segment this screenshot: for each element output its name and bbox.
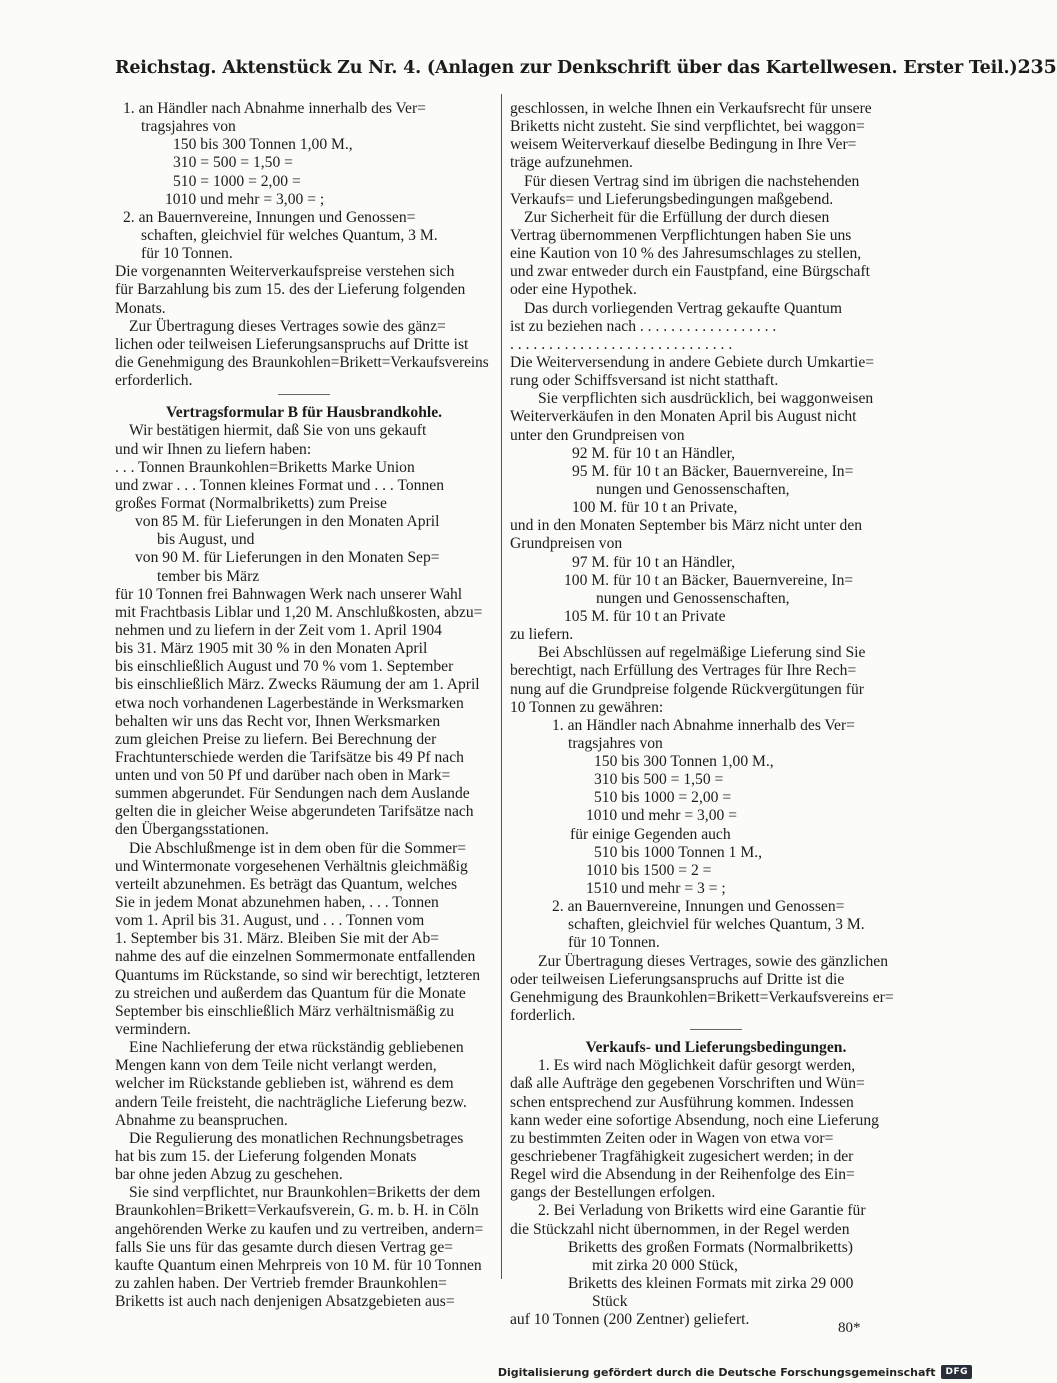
text-line: für Barzahlung bis zum 15. des der Lieferung folgenden [115, 281, 466, 299]
text-line: und in den Monaten September bis März nicht unter den [510, 517, 863, 535]
text-line: für 10 Tonnen frei Bahnwagen Werk nach unserer Wahl [115, 585, 463, 603]
text-line: für einige Gegenden auch [570, 825, 731, 843]
text-line: die Genehmigung des Braunkohlen=Brikett=Verkaufsvereins [115, 353, 489, 371]
left-column [115, 100, 493, 1311]
text-line: 105 M. für 10 t an Private [564, 607, 726, 625]
text-line: oder teilweisen Lieferungsanspruchs auf Dritte ist die [510, 970, 845, 988]
signature-mark: 80* [838, 1320, 861, 1336]
header-title: Reichstag. Aktenstück Zu Nr. 4. (Anlagen zur Denkschrift über das Kartellwesen. Erster Teil.) [115, 58, 1018, 78]
text-line: Quantums im Rückstande, so sind wir berechtigt, letzteren [115, 966, 481, 984]
text-line: von 90 M. für Lieferungen in den Monaten Sep= [135, 549, 440, 567]
text-line: vermindern. [115, 1021, 191, 1039]
text-line: daß alle Aufträge den gegebenen Vorschriften und Wün= [510, 1075, 865, 1093]
text-line: 310 bis 500 = 1,50 = [594, 771, 724, 789]
text-line: 100 M. für 10 t an Private, [572, 499, 738, 517]
text-line: welcher im Rückstande geblieben ist, während es dem [115, 1075, 454, 1093]
text-line: Zur Übertragung dieses Vertrages, sowie des gänzlichen [538, 952, 889, 970]
text-line: Sie verpflichten sich ausdrücklich, bei waggonweisen [538, 390, 874, 408]
text-line: Wir bestätigen hiermit, daß Sie von uns gekauft [129, 422, 427, 440]
text-line: nungen und Genossenschaften, [596, 589, 790, 607]
text-line: mit Frachtbasis Liblar und 1,20 M. Anschlußkosten, abzu= [115, 603, 483, 621]
text-line: Briketts des kleinen Formats mit zirka 29 000 [568, 1275, 854, 1292]
text-line: kaufte Quantum einen Mehrpreis von 10 M. für 10 Tonnen [115, 1256, 482, 1274]
text-line: 310 = 500 = 1,50 = [173, 154, 293, 172]
text-line: forderlich. [510, 1007, 576, 1025]
text-line: nahme des auf die einzelnen Sommermonate entfallenden [115, 948, 476, 966]
text-line: schaften, gleichviel für welches Quantum, 3 M. [141, 226, 438, 244]
text-line: Briketts nicht zusteht. Sie sind verpflichtet, bei waggon= [510, 118, 865, 136]
text-line: unten und von 50 Pf und darüber nach oben in Mark= [115, 767, 451, 785]
page-number: 235 [1017, 56, 1057, 78]
text-line: von 85 M. für Lieferungen in den Monaten April [135, 513, 440, 531]
text-line: 510 bis 1000 Tonnen 1 M., [594, 843, 762, 861]
text-line: Monats. [115, 299, 166, 317]
text-line: 1010 und mehr = 3,00 = [586, 807, 737, 825]
text-line: 510 = 1000 = 2,00 = [173, 172, 301, 190]
text-line: Braunkohlen=Brikett=Verkaufsverein, G. m. b. H. in Cöln [115, 1202, 479, 1220]
text-line: oder eine Hypothek. [510, 281, 637, 299]
text-line: summen abgerundet. Für Sendungen nach dem Auslande [115, 785, 470, 803]
text-line: Zur Sicherheit für die Erfüllung der durch diesen [524, 208, 830, 226]
text-line: 1. Es wird nach Möglichkeit dafür gesorgt werden, [538, 1057, 856, 1075]
text-line: auf 10 Tonnen (200 Zentner) geliefert. [510, 1311, 750, 1329]
section-heading: Verkaufs- und Lieferungsbedingungen. [585, 1039, 847, 1057]
text-line: 1010 bis 1500 = 2 = [586, 861, 712, 879]
text-line: rung oder Schiffsversand ist nicht statthaft. [510, 372, 779, 390]
right-column [510, 100, 922, 1329]
text-line: und zwar . . . Tonnen kleines Format und . . . Tonnen [115, 476, 444, 494]
text-line: gangs der Bestellungen erfolgen. [510, 1184, 716, 1202]
text-line: erforderlich. [115, 372, 193, 390]
text-line: Verkaufs= und Lieferungsbedingungen maßgebend. [510, 190, 834, 208]
text-line: verteilt abzunehmen. Es beträgt das Quantum, welches [115, 875, 458, 893]
column-divider [501, 94, 502, 1279]
text-line: und Wintermonate vorgesehenen Verhältnis gleichmäßig [115, 857, 468, 875]
text-line: falls Sie uns für das gesamte durch diesen Vertrag ge= [115, 1238, 454, 1256]
text-line: bis einschließlich August und 70 % vom 1. September [115, 658, 454, 676]
text-line: Regel wird die Absendung in der Reihenfolge des Ein= [510, 1166, 855, 1184]
text-line: tember bis März [157, 567, 260, 585]
text-line: und zwar entweder durch ein Faustpfand, eine Bürgschaft [510, 263, 870, 281]
section-heading: Vertragsformular B für Hausbrandkohle. [165, 404, 443, 422]
text-line: 100 M. für 10 t an Bäcker, Bauernvereine, In= [564, 571, 854, 589]
text-line: schen entsprechend zur Ausführung kommen. Indessen [510, 1093, 854, 1111]
text-line: 10 Tonnen zu gewähren: [510, 698, 664, 716]
text-line: nehmen und zu liefern in der Zeit vom 1. April 1904 [115, 621, 442, 639]
text-line: großes Format (Normalbriketts) zum Preise [115, 494, 387, 512]
text-line: . . . . . . . . . . . . . . . . . . . . . . . . . . . . . [510, 335, 733, 353]
text-line: den Übergangsstationen. [115, 821, 269, 839]
text-line: 2. an Bauernvereine, Innungen und Genossen= [123, 208, 416, 226]
text-line: eine Kaution von 10 % des Jahresumschlages zu stellen, [510, 245, 862, 263]
dfg-logo: DFG [941, 1365, 972, 1379]
text-line: bis August, und [157, 531, 255, 549]
text-line: Die Abschlußmenge ist in dem oben für die Sommer= [129, 839, 467, 857]
page-header [115, 56, 1057, 78]
text-line: vom 1. April bis 31. August, und . . . Tonnen vom [115, 912, 425, 930]
text-line: träge aufzunehmen. [510, 154, 633, 172]
text-line: 150 bis 300 Tonnen 1,00 M., [594, 753, 774, 771]
text-line: 1. an Händler nach Abnahme innerhalb des Ver= [123, 100, 426, 117]
text-line: andern Teile freisteht, die nachträgliche Lieferung bezw. [115, 1093, 467, 1111]
text-line: nungen und Genossenschaften, [596, 480, 790, 498]
text-line: geschlossen, in welche Ihnen ein Verkaufsrecht für unsere [510, 100, 872, 117]
text-line: etwa noch vorhandenen Lagerbestände in Werksmarken [115, 694, 464, 712]
text-line: zu zahlen haben. Der Vertrieb fremder Braunkohlen= [115, 1275, 447, 1292]
text-line: zu streichen und außerdem das Quantum für die Monate [115, 984, 466, 1002]
text-line: Grundpreisen von [510, 535, 623, 553]
text-line: 1510 und mehr = 3 = ; [586, 880, 726, 898]
text-line: unter den Grundpreisen von [510, 426, 685, 444]
text-line: . . . Tonnen Braunkohlen=Briketts Marke Union [115, 458, 415, 476]
text-line: 95 M. für 10 t an Bäcker, Bauernvereine, In= [572, 462, 854, 480]
text-line: Sie sind verpflichtet, nur Braunkohlen=Briketts der dem [129, 1184, 481, 1202]
text-line: 1010 und mehr = 3,00 = ; [165, 190, 325, 208]
text-line: tragsjahres von [568, 734, 663, 752]
text-line: lichen oder teilweisen Lieferungsanspruchs auf Dritte ist [115, 335, 469, 353]
text-line: Briketts des großen Formats (Normalbriketts) [568, 1238, 853, 1256]
text-line: Die Regulierung des monatlichen Rechnungsbetrages [129, 1129, 464, 1147]
text-line: zum gleichen Preise zu liefern. Bei Berechnung der [115, 730, 437, 748]
text-line: Frachtunterschiede werden die Tarifsätze bis 49 Pf nach [115, 748, 464, 766]
text-line: Für diesen Vertrag sind im übrigen die nachstehenden [524, 172, 860, 190]
text-line: zu liefern. [510, 626, 574, 644]
text-line: Sie in jedem Monat abzunehmen haben, . . . Tonnen [115, 894, 439, 912]
text-line: weisem Weiterverkauf dieselbe Bedingung in Ihre Ver= [510, 136, 857, 154]
text-line: Vertrag übernommenen Verpflichtungen haben Sie uns [510, 226, 852, 244]
text-line: für 10 Tonnen. [141, 245, 233, 263]
text-line: 1. an Händler nach Abnahme innerhalb des Ver= [552, 716, 855, 734]
text-line: Stück [592, 1293, 628, 1311]
text-line: ist zu beziehen nach . . . . . . . . . . . . . . . . . . [510, 317, 777, 335]
text-line: zu bestimmten Zeiten oder in Wagen von etwa vor= [510, 1129, 834, 1147]
text-line: tragsjahres von [141, 118, 236, 136]
text-line: Weiterverkäufen in den Monaten April bis August nicht [510, 408, 857, 426]
text-line: Abnahme zu beanspruchen. [115, 1111, 288, 1129]
footer-text: Digitalisierung gefördert durch die Deutsche Forschungsgemeinschaft [497, 1365, 936, 1379]
text-line: bis 31. März 1905 mit 30 % in den Monaten April [115, 640, 428, 658]
text-line: nung auf die Grundpreise folgende Rückvergütungen für [510, 680, 864, 698]
text-line: Die Weiterversendung in andere Gebiete durch Umkartie= [510, 353, 875, 371]
text-line: berechtigt, nach Erfüllung des Vertrages für Ihre Rech= [510, 662, 857, 680]
text-line: bar ohne jeden Abzug zu geschehen. [115, 1166, 343, 1184]
footer [498, 1365, 972, 1379]
text-line: 97 M. für 10 t an Händler, [572, 553, 736, 571]
text-line: Zur Übertragung dieses Vertrages sowie des gänz= [129, 317, 446, 335]
text-line: und wir Ihnen zu liefern haben: [115, 440, 312, 458]
section-separator [278, 394, 330, 395]
text-line: 2. an Bauernvereine, Innungen und Genossen= [552, 898, 845, 916]
text-line: 510 bis 1000 = 2,00 = [594, 789, 732, 807]
text-line: 92 M. für 10 t an Händler, [572, 444, 736, 462]
text-line: schaften, gleichviel für welches Quantum, 3 M. [568, 916, 865, 934]
text-line: September bis einschließlich März verhältnismäßig zu [115, 1002, 455, 1020]
text-line: 150 bis 300 Tonnen 1,00 M., [173, 136, 353, 154]
text-line: gelten die in gleicher Weise abgerundeten Tarifsätze nach [115, 803, 474, 821]
text-line: behalten wir uns das Recht vor, Ihnen Werksmarken [115, 712, 441, 730]
text-line: Bei Abschlüssen auf regelmäßige Lieferung sind Sie [538, 644, 866, 662]
text-line: hat bis zum 15. der Lieferung folgenden Monats [115, 1148, 417, 1166]
text-line: Mengen kann von dem Teile nicht verlangt werden, [115, 1057, 437, 1075]
text-line: geschriebener Tragfähigkeit zugesichert werden; in der [510, 1148, 854, 1166]
text-line: kann weder eine sofortige Absendung, noch eine Lieferung [510, 1111, 879, 1129]
text-line: 2. Bei Verladung von Briketts wird eine Garantie für [538, 1202, 866, 1220]
text-line: Das durch vorliegenden Vertrag gekaufte Quantum [524, 299, 842, 317]
text-line: für 10 Tonnen. [568, 934, 660, 952]
text-line: 1. September bis 31. März. Bleiben Sie mit der Ab= [115, 930, 440, 948]
text-line: mit zirka 20 000 Stück, [592, 1256, 738, 1274]
text-line: angehörenden Werke zu kaufen und zu vertreiben, andern= [115, 1220, 484, 1238]
text-line: Briketts ist auch nach denjenigen Absatzgebieten aus= [115, 1293, 455, 1311]
text-line: Genehmigung des Braunkohlen=Brikett=Verkaufsvereins er= [510, 988, 894, 1006]
section-separator [690, 1029, 742, 1030]
text-line: Die vorgenannten Weiterverkaufspreise verstehen sich [115, 263, 455, 281]
text-line: bis einschließlich März. Zwecks Räumung der am 1. April [115, 676, 480, 694]
text-line: Eine Nachlieferung der etwa rückständig gebliebenen [129, 1039, 464, 1057]
text-line: die Stückzahl nicht übernommen, in der Regel werden [510, 1220, 850, 1238]
